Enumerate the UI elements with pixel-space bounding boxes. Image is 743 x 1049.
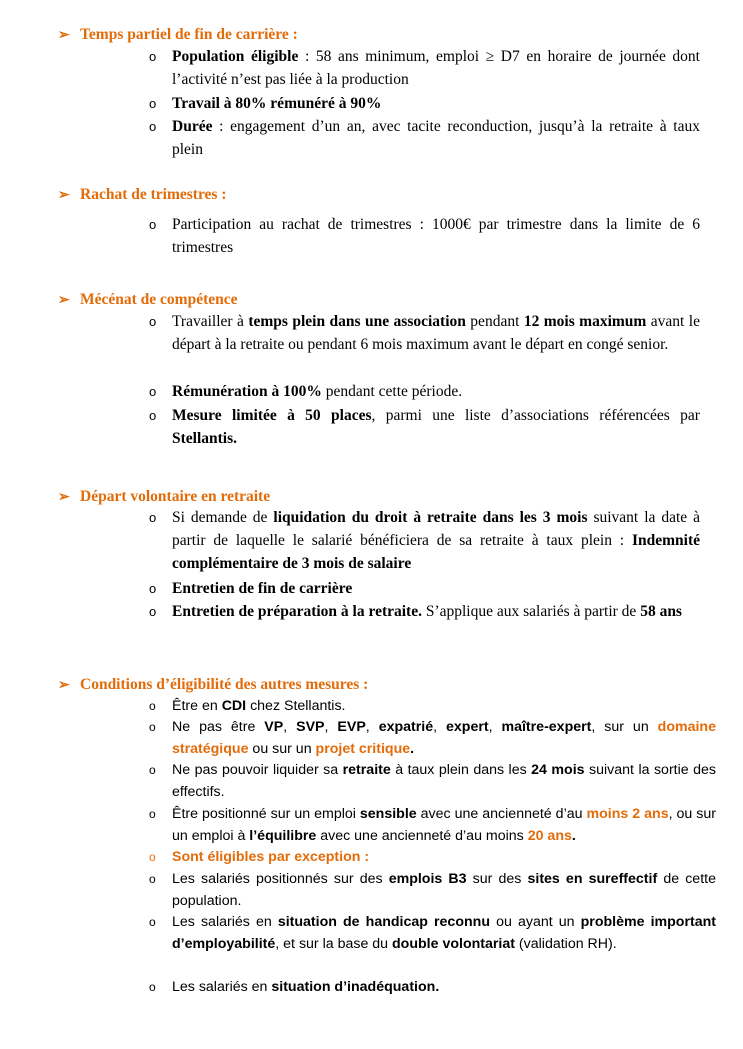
list-item: o Ne pas pouvoir liquider sa retraite à taux plein dans les 24 mois suivant la sortie des effectifs. xyxy=(149,762,716,800)
list-item: o Les salariés positionnés sur des emplois B3 sur des sites en sureffectif de cette population. xyxy=(149,871,716,909)
circle-bullet-icon: o xyxy=(149,850,156,864)
list-item: o Être en CDI chez Stellantis. xyxy=(149,696,716,718)
circle-bullet-icon: o xyxy=(149,604,157,619)
list-item: o Entretien de préparation à la retraite. S’applique aux salariés à partir de 58 ans xyxy=(149,600,700,623)
circle-bullet-icon: o xyxy=(149,807,156,821)
circle-bullet-icon: o xyxy=(149,510,157,525)
arrow-bullet-icon: ➢ xyxy=(58,293,70,308)
circle-bullet-icon: o xyxy=(149,96,157,111)
list-item: o Entretien de fin de carrière xyxy=(149,577,700,600)
circle-bullet-icon: o xyxy=(149,699,156,713)
list-item: o Ne pas être VP, SVP, EVP, expatrié, expert, maître-expert, sur un domaine stratégique ou sur un projet critique. xyxy=(149,719,716,757)
list-item: o Population éligible : 58 ans minimum, emploi ≥ D7 en horaire de journée dont l’activité n’est pas liée à la production xyxy=(149,45,700,91)
circle-bullet-icon: o xyxy=(149,119,157,134)
list-item: o Les salariés en situation d’inadéquation. xyxy=(149,977,716,999)
list-item: o Rémunération à 100% pendant cette période. xyxy=(149,380,700,403)
arrow-bullet-icon: ➢ xyxy=(58,188,70,203)
circle-bullet-icon: o xyxy=(149,581,157,596)
circle-bullet-icon: o xyxy=(149,915,156,929)
section-title-temps-partiel: ➢ Temps partiel de fin de carrière : xyxy=(58,26,298,43)
list-item: o Si demande de liquidation du droit à retraite dans les 3 mois suivant la date à partir de laquelle le salarié bénéficiera de sa retraite à taux plein : Indemnité complémentaire de 3 mois de salaire xyxy=(149,506,700,575)
list-item: o Être positionné sur un emploi sensible avec une ancienneté d’au moins 2 ans, ou sur un emploi à l’équilibre avec une ancienneté d’au moins 20 ans. xyxy=(149,806,716,844)
arrow-bullet-icon: ➢ xyxy=(58,28,70,43)
list-item: o Travailler à temps plein dans une association pendant 12 mois maximum avant le départ à la retraite ou pendant 6 mois maximum avant le départ en congé senior. xyxy=(149,310,700,356)
circle-bullet-icon: o xyxy=(149,763,156,777)
list-item: o Mesure limitée à 50 places, parmi une liste d’associations référencées par Stellantis. xyxy=(149,404,700,450)
arrow-bullet-icon: ➢ xyxy=(58,490,70,505)
list-item: o Durée : engagement d’un an, avec tacite reconduction, jusqu’à la retraite à taux plein xyxy=(149,115,700,161)
list-item: o Les salariés en situation de handicap reconnu ou ayant un problème important d’employabilité, et sur la base du double volontariat (validation RH). xyxy=(149,914,716,952)
section-title-rachat: ➢ Rachat de trimestres : xyxy=(58,186,227,203)
list-item: o Participation au rachat de trimestres : 1000€ par trimestre dans la limite de 6 trimestres xyxy=(149,213,700,259)
list-item: o Travail à 80% rémunéré à 90% xyxy=(149,92,700,115)
circle-bullet-icon: o xyxy=(149,49,157,64)
section-title-conditions: ➢ Conditions d’éligibilité des autres mesures : xyxy=(58,676,369,693)
circle-bullet-icon: o xyxy=(149,980,156,994)
arrow-bullet-icon: ➢ xyxy=(58,678,70,693)
circle-bullet-icon: o xyxy=(149,872,156,886)
section-title-depart-volontaire: ➢ Départ volontaire en retraite xyxy=(58,488,271,505)
circle-bullet-icon: o xyxy=(149,384,157,399)
circle-bullet-icon: o xyxy=(149,720,156,734)
circle-bullet-icon: o xyxy=(149,408,157,423)
circle-bullet-icon: o xyxy=(149,314,157,329)
circle-bullet-icon: o xyxy=(149,217,157,232)
section-title-mecenat: ➢ Mécénat de compétence xyxy=(58,291,238,308)
list-item-exception-heading: o Sont éligibles par exception : xyxy=(149,847,716,869)
